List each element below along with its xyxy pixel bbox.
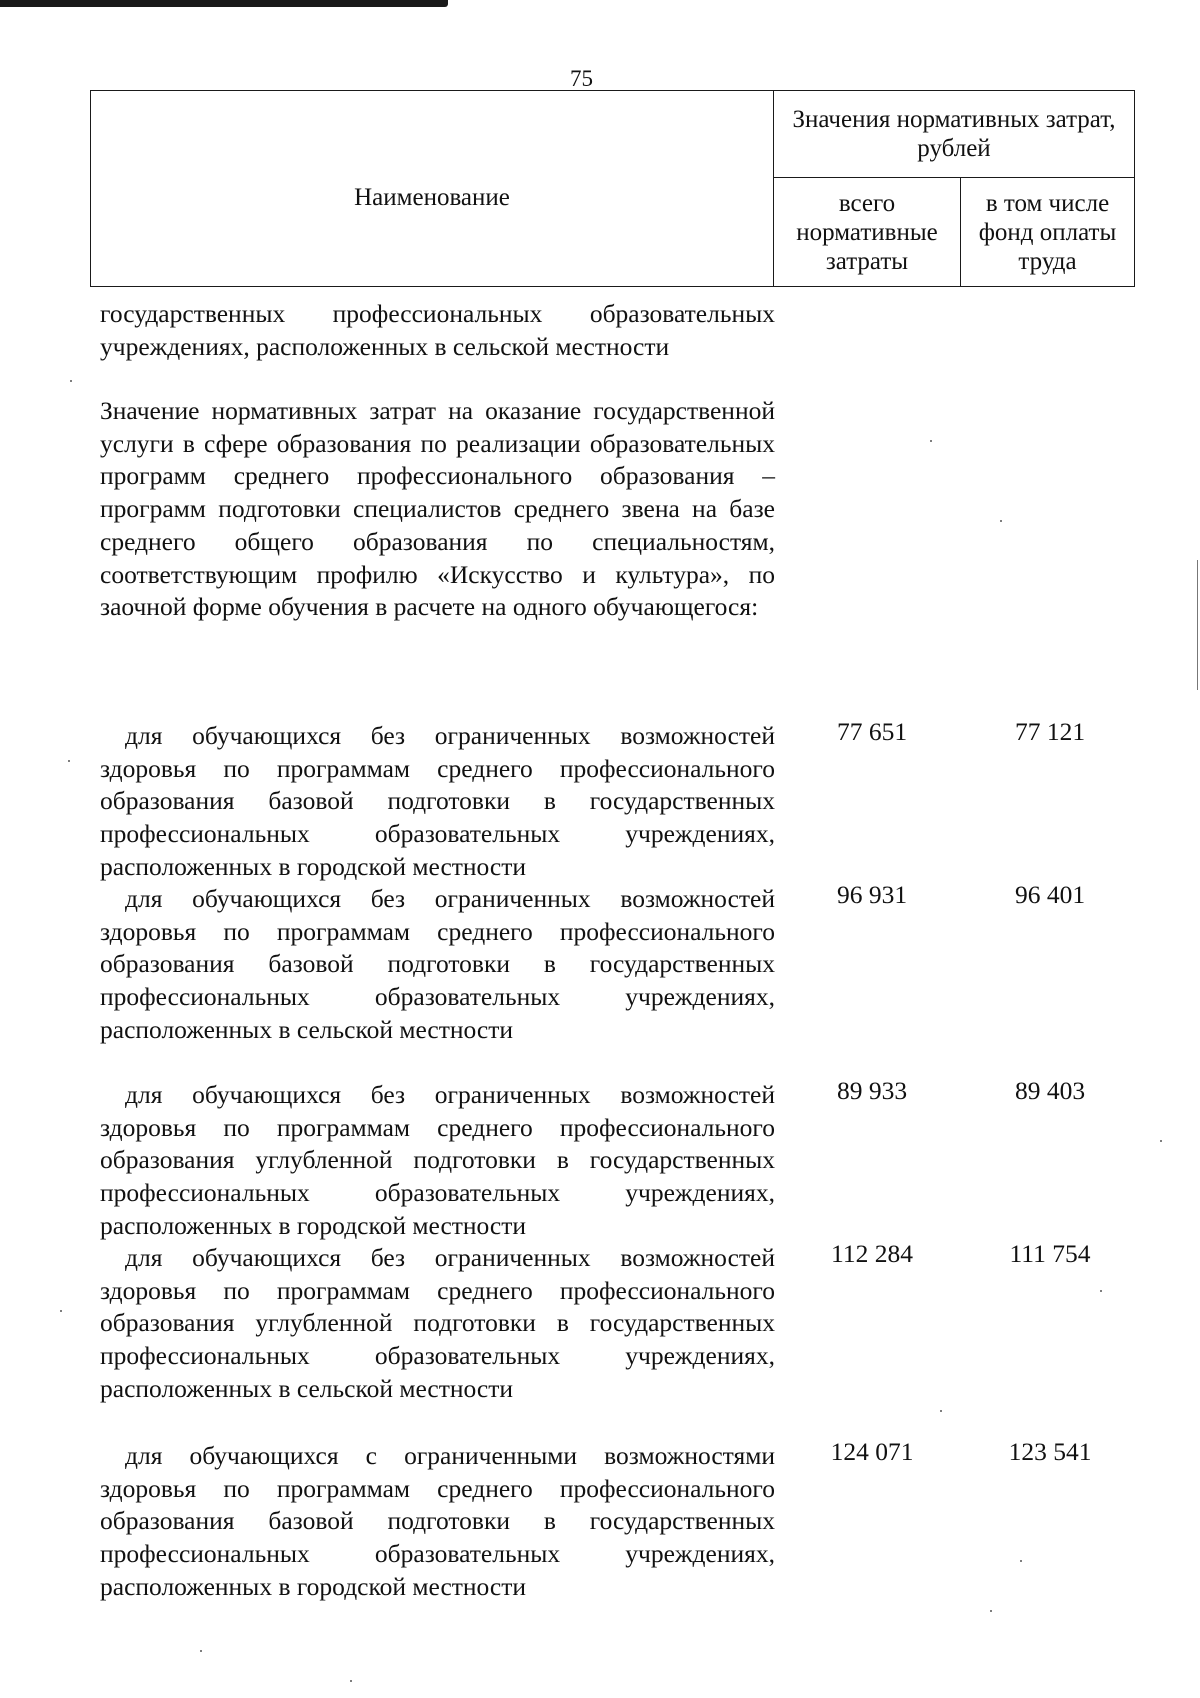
scan-edge-line — [1197, 560, 1198, 690]
scan-speck — [930, 440, 932, 442]
row-description: для обучающихся без ограниченных возможностей здоровья по программам среднего профессионального образования базовой подготовки в государственных профессиональных образовательных учреждениях, расположенных в городской местности — [100, 721, 775, 881]
scan-speck — [940, 1410, 942, 1412]
header-fund-cell: в том числе фонд оплаты труда — [961, 178, 1135, 287]
page-number: 75 — [570, 66, 593, 91]
row-fund-value: 89 403 — [1014, 1076, 1086, 1105]
header-values-group: Значения нормативных затрат, рублей — [774, 91, 1135, 178]
scan-speck — [200, 1650, 202, 1652]
scan-speck — [68, 760, 70, 762]
scan-speck — [350, 1680, 352, 1682]
section-heading: Значение нормативных затрат на оказание государственной услуги в сфере образования по реализации образовательных программ среднего профессионального образования – программ подготовки специалистов среднего звена на базе среднего общего образования по специальностям, соответствующим профилю «Искусство и культура», по заочной форме обучения в расчете на одного обучающегося: — [100, 396, 775, 622]
row-fund-value: 77 121 — [1014, 717, 1086, 746]
row-description: для обучающихся без ограниченных возможностей здоровья по программам среднего профессионального образования углубленной подготовки в государственных профессиональных образовательных учреждениях, расположенных в сельской местности — [100, 1243, 775, 1403]
scan-speck — [1100, 1290, 1102, 1292]
scan-speck — [990, 1610, 992, 1612]
scan-speck — [60, 1310, 62, 1312]
scan-speck — [1160, 1140, 1162, 1142]
scan-edge-mark — [0, 0, 448, 7]
header-name-cell: Наименование — [91, 91, 774, 287]
row-description: для обучающихся с ограниченными возможностями здоровья по программам среднего профессионального образования базовой подготовки в государственных профессиональных образовательных учреждениях, расположенных в городской местности — [100, 1441, 775, 1601]
row-description: для обучающихся без ограниченных возможностей здоровья по программам среднего профессионального образования базовой подготовки в государственных профессиональных образовательных учреждениях, расположенных в сельской местности — [100, 884, 775, 1044]
table-header — [90, 90, 1135, 287]
row-total-value: 77 651 — [836, 717, 908, 746]
row-total-value: 112 284 — [831, 1239, 913, 1268]
scan-speck — [1000, 520, 1002, 522]
scan-speck — [1020, 1560, 1022, 1562]
scan-speck — [70, 380, 72, 382]
row-total-value: 96 931 — [836, 880, 908, 909]
header-total-cell: всего нормативные затраты — [774, 178, 961, 287]
row-fund-value: 96 401 — [1014, 880, 1086, 909]
row-fund-value: 111 754 — [1009, 1239, 1091, 1268]
row-fund-value: 123 541 — [1008, 1437, 1092, 1466]
continuation-text: государственных профессиональных образовательных учреждениях, расположенных в сельской местности — [100, 299, 775, 361]
row-total-value: 89 933 — [836, 1076, 908, 1105]
row-description: для обучающихся без ограниченных возможностей здоровья по программам среднего профессионального образования углубленной подготовки в государственных профессиональных образовательных учреждениях, расположенных в городской местности — [100, 1080, 775, 1240]
row-total-value: 124 071 — [830, 1437, 914, 1466]
